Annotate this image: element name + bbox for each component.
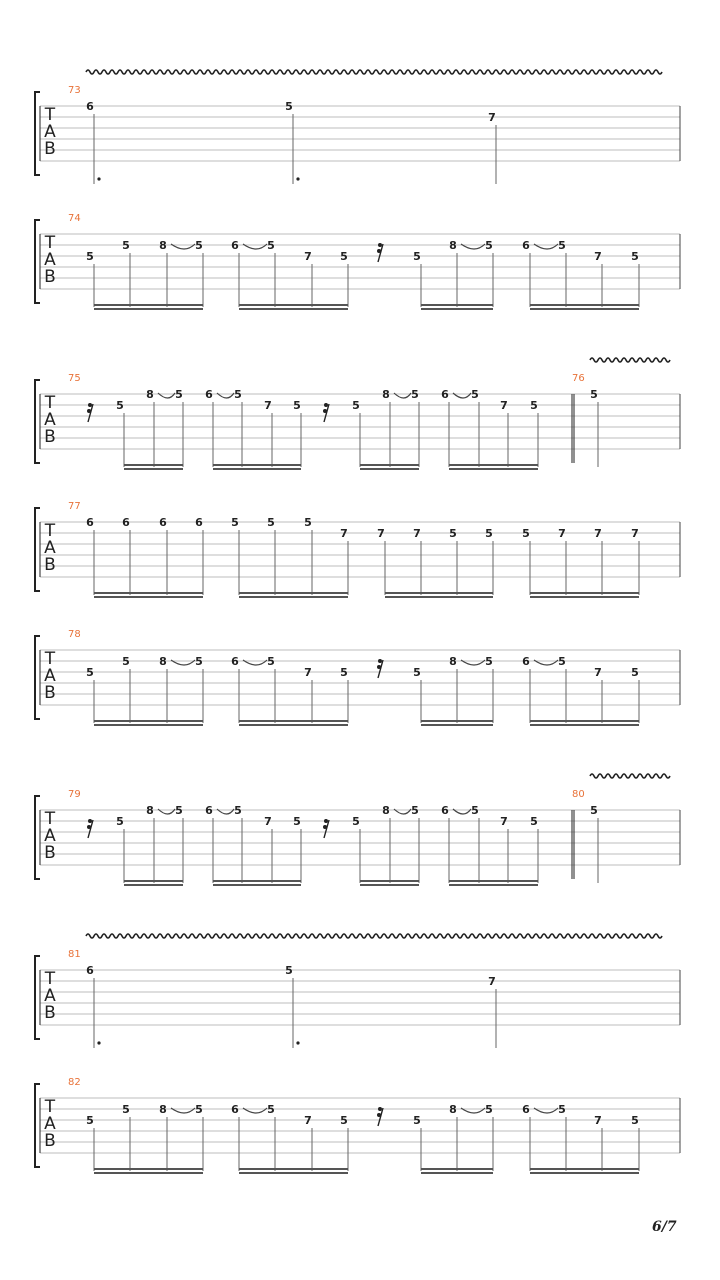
fret-number: 8 — [382, 388, 390, 401]
tab-clef-letter: B — [44, 555, 56, 575]
fret-number: 8 — [159, 239, 167, 252]
fret-number: 5 — [195, 239, 203, 252]
fret-number: 5 — [449, 527, 457, 540]
fret-number: 5 — [530, 399, 538, 412]
fret-number: 5 — [195, 1103, 203, 1116]
fret-number: 7 — [594, 666, 602, 679]
fret-number: 6 — [86, 964, 94, 977]
fret-number: 7 — [264, 399, 272, 412]
measure-number: 77 — [68, 501, 81, 512]
fret-number: 5 — [304, 516, 312, 529]
fret-number: 7 — [413, 527, 421, 540]
fret-number: 7 — [488, 975, 496, 988]
fret-number: 6 — [522, 655, 530, 668]
duration-dot — [97, 1041, 100, 1044]
tab-clef-letter: T — [44, 105, 56, 125]
fret-number: 5 — [285, 964, 293, 977]
system-bracket — [35, 220, 40, 303]
tab-system — [35, 1077, 680, 1173]
fret-number: 5 — [471, 388, 479, 401]
fret-number: 5 — [352, 399, 360, 412]
tab-clef-letter: A — [44, 122, 56, 142]
fret-number: 7 — [558, 527, 566, 540]
fret-number: 5 — [86, 1114, 94, 1127]
tab-clef-letter: B — [44, 843, 56, 863]
sixteenth-rest-dot — [377, 249, 381, 253]
fret-number: 5 — [352, 815, 360, 828]
system-bracket — [35, 380, 40, 463]
vibrato-line — [86, 934, 662, 938]
fret-number: 5 — [558, 1103, 566, 1116]
fret-number: 5 — [86, 666, 94, 679]
page-number: 6/7 — [652, 1219, 677, 1235]
fret-number: 6 — [205, 804, 213, 817]
fret-number: 5 — [267, 655, 275, 668]
sixteenth-rest-dot — [323, 409, 327, 413]
fret-number: 7 — [340, 527, 348, 540]
fret-number: 5 — [340, 666, 348, 679]
fret-number: 5 — [558, 239, 566, 252]
sixteenth-rest-dot — [88, 819, 92, 823]
fret-number: 7 — [631, 527, 639, 540]
measure-number: 75 — [68, 373, 81, 384]
fret-number: 5 — [471, 804, 479, 817]
measure-number: 81 — [68, 949, 81, 960]
tab-clef-letter: B — [44, 1131, 56, 1151]
system-bracket — [35, 508, 40, 591]
vibrato-line — [590, 358, 670, 362]
fret-number: 5 — [234, 804, 242, 817]
fret-number: 7 — [304, 250, 312, 263]
tab-clef-letter: B — [44, 267, 56, 287]
fret-number: 5 — [234, 388, 242, 401]
sixteenth-rest-dot — [87, 825, 91, 829]
fret-number: 5 — [413, 666, 421, 679]
fret-number: 5 — [293, 815, 301, 828]
tab-clef-letter: A — [44, 1114, 56, 1134]
tab-clef-letter: T — [44, 521, 56, 541]
tab-clef-letter: T — [44, 649, 56, 669]
vibrato-line — [590, 774, 670, 778]
fret-number: 5 — [485, 239, 493, 252]
fret-number: 6 — [195, 516, 203, 529]
fret-number: 5 — [267, 1103, 275, 1116]
duration-dot — [296, 1041, 299, 1044]
measure-number: 74 — [68, 213, 81, 224]
fret-number: 5 — [122, 655, 130, 668]
fret-number: 5 — [411, 804, 419, 817]
fret-number: 7 — [304, 1114, 312, 1127]
fret-number: 6 — [231, 239, 239, 252]
duration-dot — [97, 177, 100, 180]
fret-number: 5 — [175, 388, 183, 401]
fret-number: 7 — [488, 111, 496, 124]
fret-number: 8 — [146, 804, 154, 817]
fret-number: 6 — [86, 100, 94, 113]
system-bracket — [35, 796, 40, 879]
fret-number: 6 — [205, 388, 213, 401]
tab-system — [35, 934, 680, 1048]
tab-system — [35, 358, 680, 469]
fret-number: 8 — [382, 804, 390, 817]
tab-clef-letter: B — [44, 139, 56, 159]
fret-number: 5 — [558, 655, 566, 668]
tab-system — [35, 629, 680, 725]
tab-clef-letter: A — [44, 986, 56, 1006]
fret-number: 5 — [485, 1103, 493, 1116]
fret-number: 5 — [340, 250, 348, 263]
fret-number: 6 — [231, 655, 239, 668]
fret-number: 6 — [441, 804, 449, 817]
tab-clef-letter: B — [44, 427, 56, 447]
tab-clef-letter: A — [44, 538, 56, 558]
fret-number: 7 — [500, 815, 508, 828]
fret-number: 5 — [631, 666, 639, 679]
fret-number: 8 — [449, 1103, 457, 1116]
tab-clef-letter: T — [44, 233, 56, 253]
sixteenth-rest-dot — [324, 819, 328, 823]
fret-number: 7 — [594, 1114, 602, 1127]
fret-number: 5 — [116, 399, 124, 412]
fret-number: 5 — [175, 804, 183, 817]
measure-number: 76 — [572, 373, 585, 384]
sixteenth-rest-dot — [87, 409, 91, 413]
fret-number: 6 — [522, 1103, 530, 1116]
tab-system — [35, 501, 680, 597]
fret-number: 5 — [231, 516, 239, 529]
fret-number: 8 — [159, 1103, 167, 1116]
fret-number: 8 — [449, 239, 457, 252]
fret-number: 5 — [122, 1103, 130, 1116]
sixteenth-rest-dot — [377, 665, 381, 669]
fret-number: 8 — [449, 655, 457, 668]
fret-number: 5 — [267, 239, 275, 252]
fret-number: 5 — [631, 1114, 639, 1127]
tab-clef-letter: A — [44, 826, 56, 846]
tab-clef-letter: A — [44, 250, 56, 270]
fret-number: 5 — [413, 1114, 421, 1127]
vibrato-line — [86, 70, 662, 74]
fret-number: 5 — [411, 388, 419, 401]
fret-number: 5 — [122, 239, 130, 252]
sixteenth-rest-dot — [378, 659, 382, 663]
fret-number: 5 — [485, 527, 493, 540]
fret-number: 5 — [86, 250, 94, 263]
fret-number: 5 — [485, 655, 493, 668]
sixteenth-rest-dot — [324, 403, 328, 407]
measure-number: 79 — [68, 789, 81, 800]
tab-clef-letter: T — [44, 1097, 56, 1117]
system-bracket — [35, 92, 40, 175]
fret-number: 5 — [293, 399, 301, 412]
sixteenth-rest-dot — [323, 825, 327, 829]
fret-number: 7 — [500, 399, 508, 412]
fret-number: 7 — [264, 815, 272, 828]
fret-number: 5 — [413, 250, 421, 263]
system-bracket — [35, 956, 40, 1039]
sixteenth-rest-dot — [378, 243, 382, 247]
measure-number: 78 — [68, 629, 81, 640]
fret-number: 5 — [590, 388, 598, 401]
fret-number: 5 — [590, 804, 598, 817]
tab-clef-letter: A — [44, 410, 56, 430]
tab-system — [35, 213, 680, 309]
fret-number: 7 — [594, 527, 602, 540]
sixteenth-rest-dot — [88, 403, 92, 407]
tab-clef-letter: B — [44, 1003, 56, 1023]
fret-number: 5 — [116, 815, 124, 828]
fret-number: 6 — [86, 516, 94, 529]
fret-number: 6 — [441, 388, 449, 401]
system-bracket — [35, 1084, 40, 1167]
fret-number: 6 — [231, 1103, 239, 1116]
fret-number: 5 — [195, 655, 203, 668]
tab-system — [35, 70, 680, 184]
fret-number: 6 — [522, 239, 530, 252]
measure-number: 73 — [68, 85, 81, 96]
tab-clef-letter: T — [44, 809, 56, 829]
measure-number: 82 — [68, 1077, 81, 1088]
fret-number: 7 — [377, 527, 385, 540]
fret-number: 5 — [267, 516, 275, 529]
tab-clef-letter: B — [44, 683, 56, 703]
fret-number: 5 — [285, 100, 293, 113]
tab-clef-letter: A — [44, 666, 56, 686]
fret-number: 7 — [594, 250, 602, 263]
sixteenth-rest-dot — [377, 1113, 381, 1117]
tab-clef-letter: T — [44, 393, 56, 413]
fret-number: 8 — [146, 388, 154, 401]
fret-number: 8 — [159, 655, 167, 668]
tab-clef-letter: T — [44, 969, 56, 989]
duration-dot — [296, 177, 299, 180]
sixteenth-rest-dot — [378, 1107, 382, 1111]
fret-number: 6 — [122, 516, 130, 529]
fret-number: 5 — [340, 1114, 348, 1127]
system-bracket — [35, 636, 40, 719]
fret-number: 6 — [159, 516, 167, 529]
fret-number: 7 — [304, 666, 312, 679]
fret-number: 5 — [631, 250, 639, 263]
fret-number: 5 — [530, 815, 538, 828]
fret-number: 5 — [522, 527, 530, 540]
measure-number: 80 — [572, 789, 585, 800]
tab-system — [35, 774, 680, 885]
